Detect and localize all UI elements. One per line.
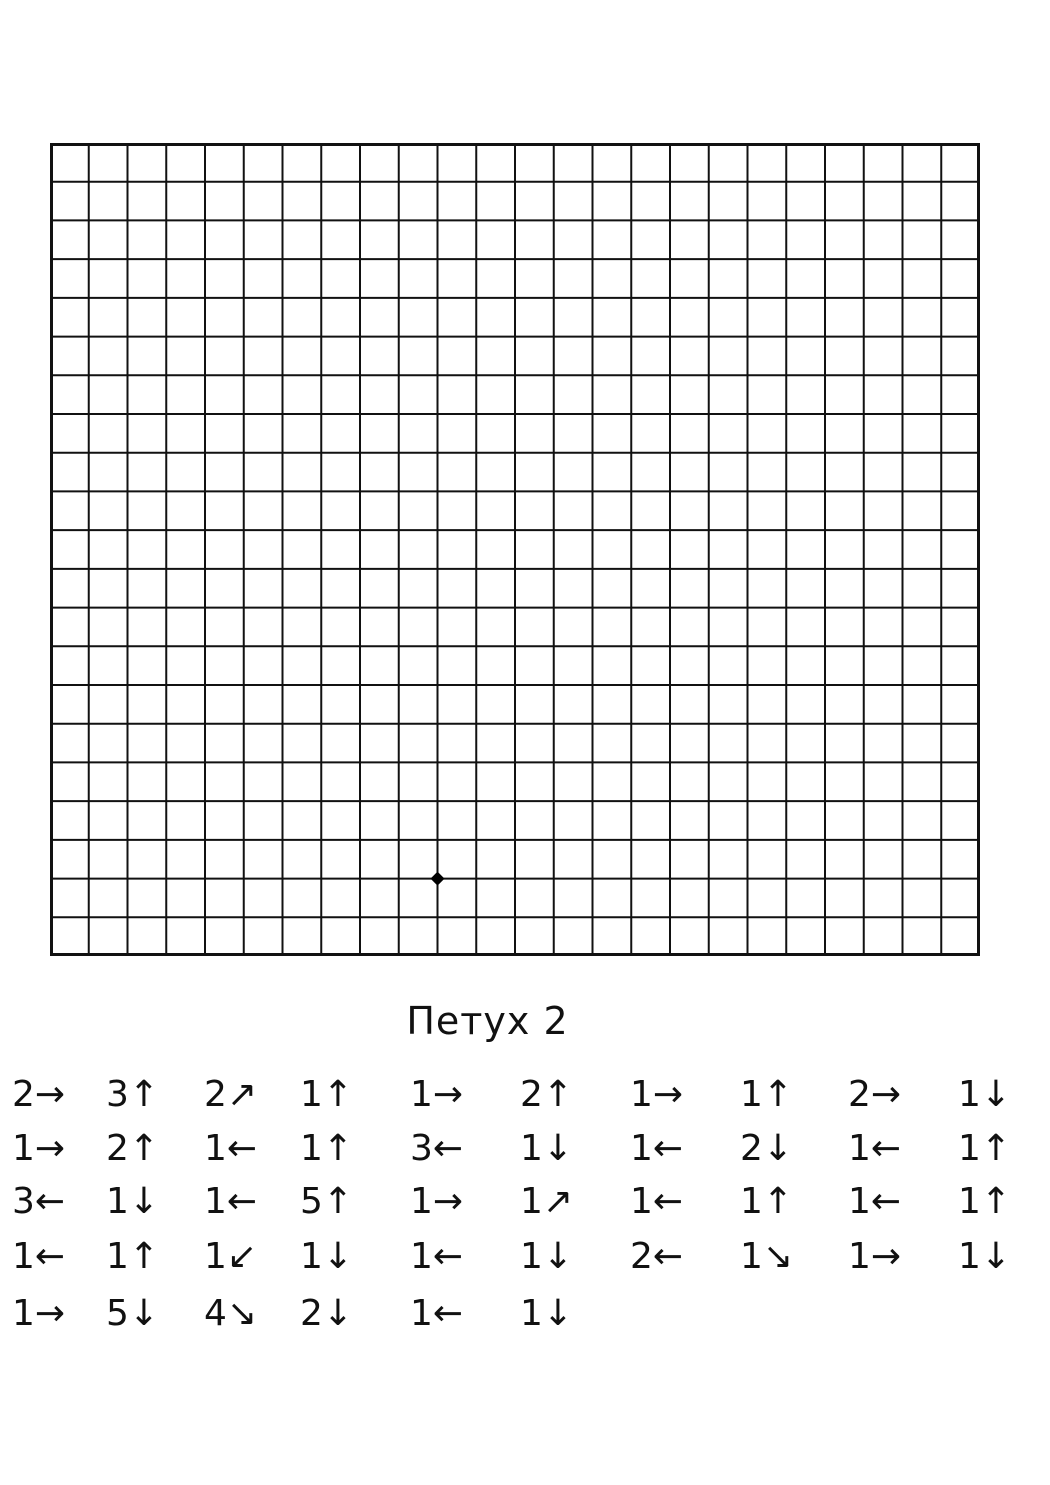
command-step: 1← <box>848 1181 902 1222</box>
command-step: 1↓ <box>520 1293 574 1334</box>
command-step: 1→ <box>12 1128 66 1169</box>
command-step: 1← <box>410 1236 464 1277</box>
command-step: 1↓ <box>958 1074 1012 1115</box>
command-step: 1↑ <box>958 1181 1012 1222</box>
command-step: 1↓ <box>958 1236 1012 1277</box>
command-step: 1← <box>410 1293 464 1334</box>
command-step: 1→ <box>848 1236 902 1277</box>
command-step: 3← <box>410 1128 464 1169</box>
command-step: 2→ <box>12 1074 66 1115</box>
command-row <box>0 1070 1050 1120</box>
command-step: 1← <box>848 1128 902 1169</box>
command-step: 1↑ <box>300 1128 354 1169</box>
command-step: 1← <box>630 1128 684 1169</box>
command-step: 3↑ <box>106 1074 160 1115</box>
command-step: 1↓ <box>520 1236 574 1277</box>
command-step: 1← <box>12 1236 66 1277</box>
command-step: 1↑ <box>740 1181 794 1222</box>
command-step: 5↓ <box>106 1293 160 1334</box>
start-point-dot <box>431 872 445 886</box>
command-step: 3← <box>12 1181 66 1222</box>
command-step: 2↑ <box>106 1128 160 1169</box>
command-row <box>0 1124 1050 1174</box>
command-step: 2← <box>630 1236 684 1277</box>
command-step: 2↓ <box>300 1293 354 1334</box>
command-step: 1↑ <box>958 1128 1012 1169</box>
command-step: 1↑ <box>106 1236 160 1277</box>
command-row <box>0 1177 1050 1227</box>
command-step: 1← <box>630 1181 684 1222</box>
command-step: 2↗ <box>204 1074 258 1115</box>
command-step: 1↙ <box>204 1236 258 1277</box>
command-row <box>0 1289 1050 1339</box>
command-step: 1← <box>204 1181 258 1222</box>
command-step: 1↓ <box>300 1236 354 1277</box>
page-title: Петух 2 <box>406 999 569 1043</box>
command-step: 1↓ <box>106 1181 160 1222</box>
command-step: 1↘ <box>740 1236 794 1277</box>
command-step: 1↑ <box>740 1074 794 1115</box>
command-step: 4↘ <box>204 1293 258 1334</box>
command-step: 1← <box>204 1128 258 1169</box>
command-step: 1↗ <box>520 1181 574 1222</box>
command-row <box>0 1232 1050 1282</box>
coordinate-grid <box>50 143 980 956</box>
command-step: 2↓ <box>740 1128 794 1169</box>
grid-canvas <box>50 143 980 956</box>
command-step: 1→ <box>12 1293 66 1334</box>
command-step: 5↑ <box>300 1181 354 1222</box>
command-step: 1↑ <box>300 1074 354 1115</box>
command-step: 2↑ <box>520 1074 574 1115</box>
command-step: 2→ <box>848 1074 902 1115</box>
command-step: 1↓ <box>520 1128 574 1169</box>
command-step: 1→ <box>410 1181 464 1222</box>
command-step: 1→ <box>410 1074 464 1115</box>
command-step: 1→ <box>630 1074 684 1115</box>
